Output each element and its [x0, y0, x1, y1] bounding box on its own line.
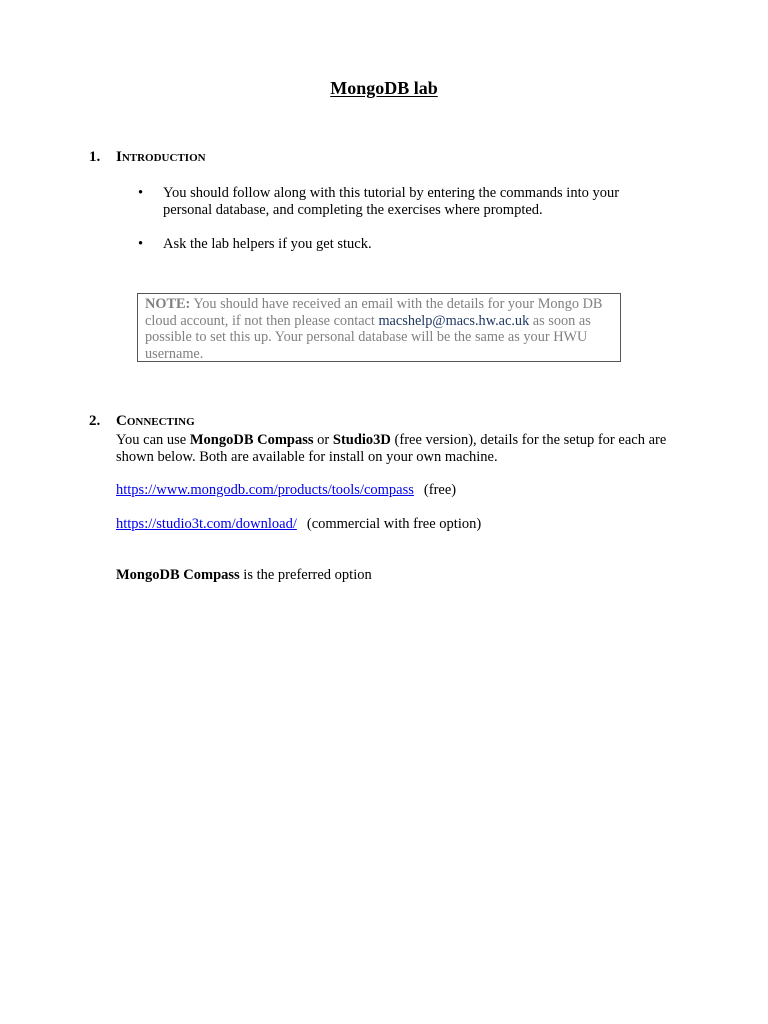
- support-email-link[interactable]: macshelp@macs.hw.ac.uk: [378, 312, 530, 329]
- link-line-studio3t: [116, 516, 676, 533]
- note-text-before: You should have received an email with the details for your Mongo DB cloud account, if not then please contact: [145, 296, 603, 329]
- compass-download-link[interactable]: https://www.mongodb.com/products/tools/compass: [116, 482, 414, 498]
- link-note: (commercial with free option): [306, 516, 482, 532]
- studio3t-download-link[interactable]: https://studio3t.com/download/: [116, 516, 297, 532]
- bullet-icon: •: [138, 236, 144, 252]
- tool-name-compass: MongoDB Compass: [189, 432, 314, 448]
- section-title: Connecting: [116, 413, 195, 429]
- note-label: NOTE:: [145, 296, 191, 312]
- list-item-text: Ask the lab helpers if you get stuck.: [163, 236, 372, 252]
- link-note: (free): [423, 482, 457, 498]
- document-title: MongoDB lab: [330, 78, 438, 98]
- preferred-tool-name: MongoDB Compass: [116, 567, 240, 583]
- preferred-option-text: [116, 567, 676, 584]
- section-heading-connecting: [89, 413, 195, 430]
- bullet-icon: •: [138, 185, 144, 201]
- tool-name-studio: Studio3D: [332, 432, 391, 448]
- intro-text: or: [313, 432, 333, 448]
- note-text-after: as soon as possible to set this up. Your personal database will be the same as your HWU username.: [145, 312, 591, 362]
- section-number: 1.: [89, 149, 101, 165]
- section-number: 2.: [89, 413, 101, 429]
- section-heading-introduction: [89, 149, 206, 166]
- link-line-compass: [116, 482, 676, 499]
- connecting-intro-paragraph: [116, 432, 676, 466]
- preferred-text: is the preferred option: [239, 567, 372, 583]
- list-item-text: You should follow along with this tutorial by entering the commands into your personal database, and completing the exercises where prompted.: [163, 185, 620, 218]
- intro-text: (free version), details for the setup for each are shown below. Both are available for install on your own machine.: [116, 432, 667, 465]
- intro-text: You can use: [116, 432, 190, 448]
- section-title: Introduction: [116, 149, 206, 165]
- note-box: [137, 293, 621, 362]
